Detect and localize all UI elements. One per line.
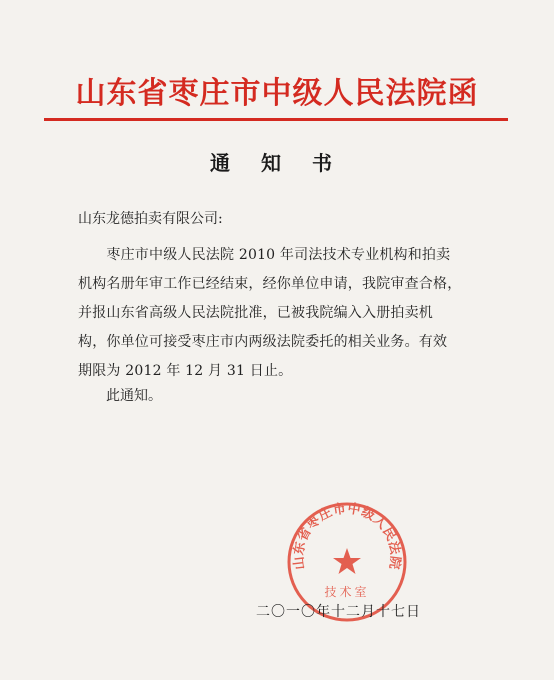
body-line: 期限为 2012 年 12 月 31 日止。: [78, 363, 293, 379]
body-line: 枣庄市中级人民法院 2010 年司法技术专业机构和拍卖: [78, 247, 451, 263]
notice-title: 通 知 书: [210, 151, 344, 175]
notice-body: [78, 241, 480, 386]
court-letterhead-title: 山东省枣庄市中级人民法院函: [75, 76, 479, 111]
body-line: 并报山东省高级人民法院批准，已被我院编入入册拍卖机: [78, 305, 433, 321]
addressee: 山东龙德拍卖有限公司:: [78, 211, 223, 227]
closing-line: 此通知。: [106, 388, 162, 404]
body-line: 机构名册年审工作已经结束，经你单位申请，我院审查合格，: [78, 276, 462, 292]
seal-star-icon: [333, 548, 361, 574]
body-line: 构，你单位可接受枣庄市内两级法院委托的相关业务。有效: [78, 334, 448, 350]
seal-subtext: 技术室: [324, 585, 370, 599]
document-date: 二〇一〇年十二月十七日: [256, 604, 421, 620]
letterhead-red-rule: [44, 118, 508, 121]
seal-arc-text: 山东省枣庄市中级人民法院: [291, 501, 403, 571]
